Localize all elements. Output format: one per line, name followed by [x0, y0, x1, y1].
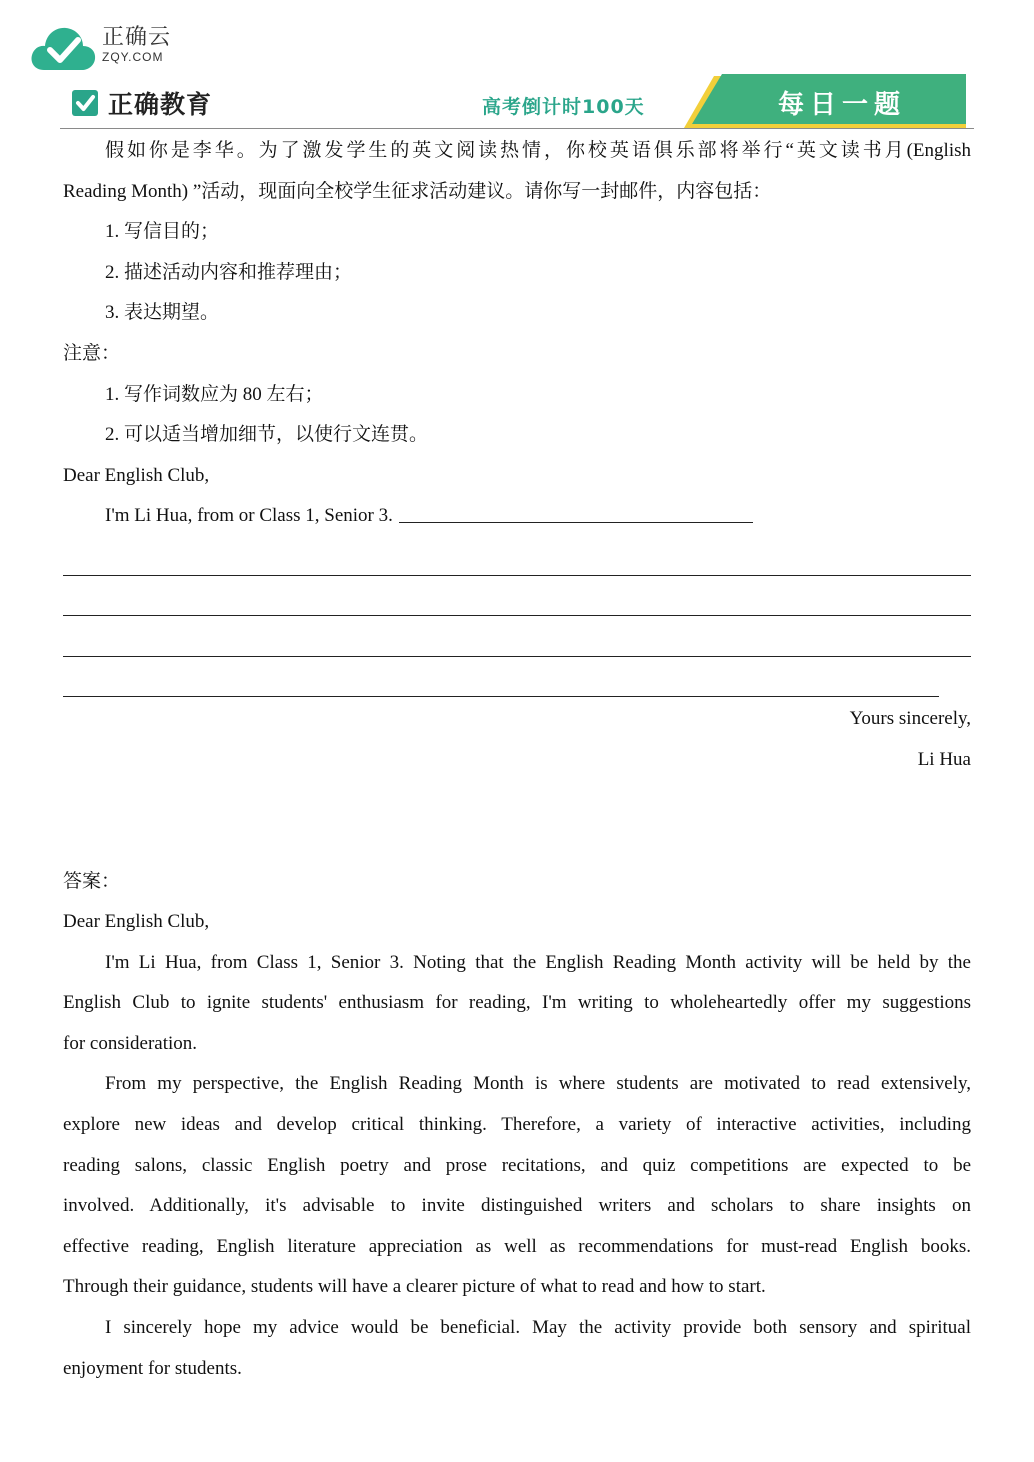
prompt-item-1: 1. 写信目的；	[105, 221, 220, 243]
letter-signature: Li Hua	[917, 748, 971, 770]
answer-line: effective reading, English literature appreciation as well as recommendations for must-read English books.	[63, 1235, 971, 1257]
answer-line: Through their guidance, students will have a clearer picture of what to read and how to start.	[63, 1276, 766, 1298]
prompt-paragraph-line-1: 假如你是李华。为了激发学生的英文阅读热情，你校英语俱乐部将举行“英文读书月(English	[105, 140, 971, 161]
brand	[70, 86, 212, 120]
answer-blank-line-1	[63, 537, 971, 578]
document-body	[63, 131, 971, 1389]
header-divider	[60, 128, 974, 129]
letter-opening	[63, 496, 971, 537]
answer-salutation: Dear English Club,	[63, 911, 210, 933]
answer-line: I'm Li Hua, from Class 1, Senior 3. Noting that the English Reading Month activity will be held by the	[105, 951, 971, 973]
answer-line: enjoyment for students.	[63, 1357, 242, 1379]
letter-salutation: Dear English Club,	[63, 464, 210, 486]
checkbox-icon	[70, 88, 100, 118]
answer-line: involved. Additionally, it's advisable to invite distinguished writers and scholars to share insights on	[63, 1195, 971, 1217]
daily-question-label: 每日一题	[778, 90, 907, 120]
letter-opening-text: I'm Li Hua, from or Class 1, Senior 3.	[105, 505, 393, 527]
note-item-2: 2. 可以适当增加细节，以使行文连贯。	[105, 424, 429, 446]
note-item-1: 1. 写作词数应为 80 左右；	[105, 383, 324, 405]
answer-blank-line-2	[63, 578, 971, 619]
letter-closing: Yours sincerely,	[849, 708, 971, 730]
prompt-item-3: 3. 表达期望。	[105, 302, 220, 324]
notes-label: 注意：	[63, 342, 121, 364]
answer-line: From my perspective, the English Reading Month is where students are motivated to read extensively,	[105, 1073, 971, 1095]
prompt-item-2: 2. 描述活动内容和推荐理由；	[105, 261, 353, 283]
answer-line: English Club to ignite students' enthusiasm for reading, I'm writing to wholeheartedly offer my suggestions	[63, 992, 971, 1014]
site-logo	[30, 22, 180, 76]
brand-name: 正确教育	[108, 90, 213, 119]
countdown-text: 高考倒计时100天	[482, 96, 645, 118]
answer-label: 答案：	[63, 870, 121, 892]
answer-blank-inline	[399, 522, 753, 523]
answer-line: explore new ideas and develop critical thinking. Therefore, a variety of interactive activities, including	[63, 1114, 971, 1136]
logo-domain-text: ZQY.COM	[102, 50, 164, 64]
logo-chinese-text: 正确云	[102, 25, 172, 50]
answer-line: for consideration.	[63, 1032, 198, 1054]
answer-line: reading salons, classic English poetry and prose recitations, and quiz competitions are expected to be	[63, 1154, 971, 1176]
prompt-paragraph-line-2: Reading Month) ”活动，现面向全校学生征求活动建议。请你写一封邮件，内容包括：	[63, 180, 772, 202]
answer-line: I sincerely hope my advice would be beneficial. May the activity provide both sensory and spiritual	[105, 1317, 971, 1339]
cloud-check-logo-icon	[30, 24, 96, 72]
answer-blank-line-4	[63, 659, 971, 700]
answer-blank-line-3	[63, 618, 971, 659]
